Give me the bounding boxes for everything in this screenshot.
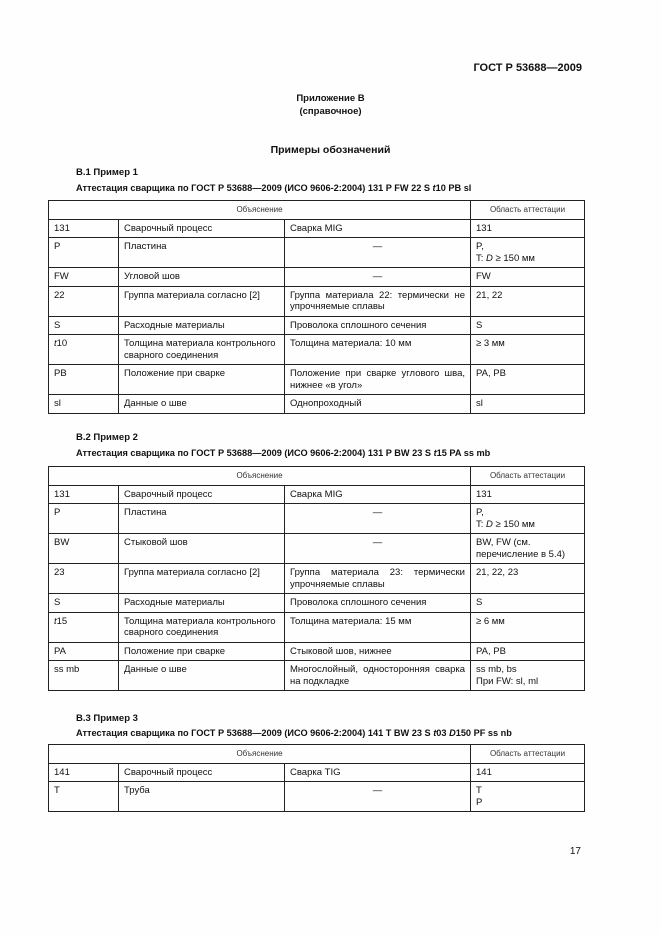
column-header-explanation: Объяснение xyxy=(49,201,471,220)
cell-code: t15 xyxy=(49,612,119,642)
cert-suffix: 03 xyxy=(436,728,450,738)
example-1-title: В.1 Пример 1 xyxy=(76,167,138,178)
cell-scope: FW xyxy=(471,268,585,287)
cell-desc: Пластина xyxy=(119,238,285,268)
cell-detail: Сварка TIG xyxy=(285,763,471,782)
table-row xyxy=(49,238,585,268)
example-2-certification xyxy=(76,448,490,458)
cell-desc: Сварочный процесс xyxy=(119,219,285,238)
cell-code: ss mb xyxy=(49,661,119,691)
cell-desc: Расходные материалы xyxy=(119,594,285,613)
cell-code: sl xyxy=(49,395,119,414)
cell-scope: S xyxy=(471,594,585,613)
page-number: 17 xyxy=(569,846,581,857)
cell-code: P xyxy=(49,504,119,534)
table-row xyxy=(49,365,585,395)
column-header-explanation: Объяснение xyxy=(49,745,471,764)
cell-detail: — xyxy=(285,238,471,268)
cell-code: 131 xyxy=(49,485,119,504)
cell-desc: Угловой шов xyxy=(119,268,285,287)
cell-detail: Толщина материала: 15 мм xyxy=(285,612,471,642)
cell-scope: ≥ 6 мм xyxy=(471,612,585,642)
column-header-scope: Область аттестации xyxy=(471,201,585,220)
cell-code: S xyxy=(49,316,119,335)
table-row xyxy=(49,534,585,564)
cell-desc: Стыковой шов xyxy=(119,534,285,564)
example-1-certification xyxy=(76,183,471,193)
table-row xyxy=(49,564,585,594)
cell-code: FW xyxy=(49,268,119,287)
document-standard-header: ГОСТ Р 53688—2009 xyxy=(473,62,582,74)
table-row xyxy=(49,335,585,365)
cell-desc: Труба xyxy=(119,782,285,812)
cert-prefix: Аттестация сварщика по ГОСТ Р 53688—2009 (ИСО 9606-2:2004) 131 P FW 22 S xyxy=(76,183,433,193)
cell-detail: Проволока сплошного сечения xyxy=(285,594,471,613)
cell-code: PA xyxy=(49,642,119,661)
cell-code: 23 xyxy=(49,564,119,594)
table-row xyxy=(49,504,585,534)
cell-scope: PA, PB xyxy=(471,365,585,395)
cell-detail: Сварка MIG xyxy=(285,219,471,238)
example-1-table xyxy=(48,200,585,414)
cell-desc: Толщина материала контрольного сварного соединения xyxy=(119,335,285,365)
cell-scope: PA, PB xyxy=(471,642,585,661)
cell-detail: Группа материала 22: термически не упрочняемые сплавы xyxy=(285,286,471,316)
cell-detail: Стыковой шов, нижнее xyxy=(285,642,471,661)
example-3-title: В.3 Пример 3 xyxy=(76,713,138,724)
table-row xyxy=(49,268,585,287)
cell-code: T xyxy=(49,782,119,812)
cell-desc: Пластина xyxy=(119,504,285,534)
column-header-scope: Область аттестации xyxy=(471,745,585,764)
example-3-certification xyxy=(76,728,512,738)
cert-prefix: Аттестация сварщика по ГОСТ Р 53688—2009 (ИСО 9606-2:2004) 131 P BW 23 S xyxy=(76,448,434,458)
cert-italic-2: D xyxy=(449,728,456,738)
cell-desc: Данные о шве xyxy=(119,661,285,691)
table-row xyxy=(49,612,585,642)
table-row xyxy=(49,782,585,812)
table-row xyxy=(49,219,585,238)
cell-scope: P, T: D ≥ 150 мм xyxy=(471,238,585,268)
cell-scope: ≥ 3 мм xyxy=(471,335,585,365)
cert-suffix: 10 PB sl xyxy=(435,183,472,193)
table-row xyxy=(49,316,585,335)
cell-scope: 21, 22 xyxy=(471,286,585,316)
cell-code: 141 xyxy=(49,763,119,782)
cell-desc: Толщина материала контрольного сварного соединения xyxy=(119,612,285,642)
cell-detail: Положение при сварке углового шва, нижнее «в угол» xyxy=(285,365,471,395)
annex-title xyxy=(0,92,661,118)
table-row xyxy=(49,485,585,504)
cell-detail: — xyxy=(285,504,471,534)
cell-desc: Данные о шве xyxy=(119,395,285,414)
cell-desc: Сварочный процесс xyxy=(119,485,285,504)
column-header-scope: Область аттестации xyxy=(471,467,585,486)
example-2-title: В.2 Пример 2 xyxy=(76,432,138,443)
cell-desc: Расходные материалы xyxy=(119,316,285,335)
section-title: Примеры обозначений xyxy=(270,144,391,156)
cell-detail: Группа материала 23: термически упрочняемые сплавы xyxy=(285,564,471,594)
cell-detail: Однопроходный xyxy=(285,395,471,414)
cell-scope: BW, FW (см. перечисление в 5.4) xyxy=(471,534,585,564)
cell-desc: Положение при сварке xyxy=(119,642,285,661)
cell-code: BW xyxy=(49,534,119,564)
cell-code: t10 xyxy=(49,335,119,365)
cell-scope: T P xyxy=(471,782,585,812)
cell-detail: — xyxy=(285,534,471,564)
annex-label: Приложение В xyxy=(296,93,365,104)
cell-scope: S xyxy=(471,316,585,335)
table-row xyxy=(49,661,585,691)
cell-scope: P, T: D ≥ 150 мм xyxy=(471,504,585,534)
example-3-table xyxy=(48,744,585,812)
cell-code: 22 xyxy=(49,286,119,316)
cell-detail: Толщина материала: 10 мм xyxy=(285,335,471,365)
cert-prefix: Аттестация сварщика по ГОСТ Р 53688—2009 (ИСО 9606-2:2004) 141 T BW 23 S xyxy=(76,728,434,738)
cell-desc: Сварочный процесс xyxy=(119,763,285,782)
cell-detail: — xyxy=(285,268,471,287)
cell-detail: Сварка MIG xyxy=(285,485,471,504)
cert-italic: t xyxy=(432,183,436,193)
cert-italic: t xyxy=(433,448,437,458)
annex-status: (справочное) xyxy=(299,106,362,117)
cell-code: S xyxy=(49,594,119,613)
cell-detail: Проволока сплошного сечения xyxy=(285,316,471,335)
table-row xyxy=(49,763,585,782)
cell-scope: ss mb, bs При FW: sl, ml xyxy=(471,661,585,691)
cell-code: PB xyxy=(49,365,119,395)
cell-code: P xyxy=(49,238,119,268)
example-2-table xyxy=(48,466,585,691)
table-row xyxy=(49,594,585,613)
cell-scope: sl xyxy=(471,395,585,414)
cell-desc: Группа материала согласно [2] xyxy=(119,564,285,594)
cell-scope: 21, 22, 23 xyxy=(471,564,585,594)
cert-suffix-2: 150 PF ss nb xyxy=(455,728,512,738)
cell-code: 131 xyxy=(49,219,119,238)
cell-scope: 131 xyxy=(471,485,585,504)
cell-scope: 141 xyxy=(471,763,585,782)
cell-scope: 131 xyxy=(471,219,585,238)
cell-desc: Группа материала согласно [2] xyxy=(119,286,285,316)
table-row xyxy=(49,395,585,414)
cell-desc: Положение при сварке xyxy=(119,365,285,395)
table-row xyxy=(49,642,585,661)
cert-suffix: 15 PA ss mb xyxy=(436,448,491,458)
cell-detail: Многослойный, односторонняя сварка на подкладке xyxy=(285,661,471,691)
column-header-explanation: Объяснение xyxy=(49,467,471,486)
table-row xyxy=(49,286,585,316)
cert-italic: t xyxy=(433,728,437,738)
cell-detail: — xyxy=(285,782,471,812)
